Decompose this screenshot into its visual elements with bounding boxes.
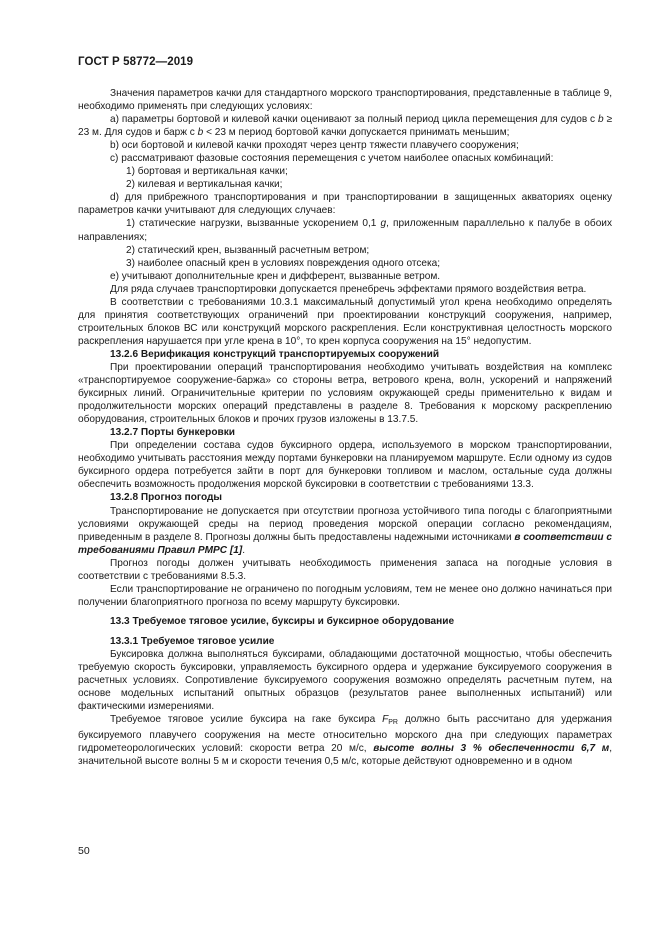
paragraph: Буксировка должна выполняться буксирами, обладающими достаточной мощностью, чтобы обеспечить требуемую скорость буксировки, управляемость буксирного ордера и удержание буксируемого сооружения в расчетных условиях. Сопротивление буксируемого сооружения возможно определять расчетным путем, на основе модельных испытаний опытных образцов (результатов ранее выполненных испытаний) или фактическими измерениями. bbox=[78, 648, 612, 713]
paragraph: При проектировании операций транспортирования необходимо учитывать воздействия на комплекс «транспортируемое сооружение-баржа» со стороны ветра, ветрового крена, волн, ускорений и напряжений буксирных линий. Ограничительные критерии по условиям окружающей среды применительно к видам и продолжительности морских операций представлены в разделе 8. Требования к морскому раскреплению оборудования, строительных блоков и прочих грузов изложены в 13.7.5. bbox=[78, 361, 612, 426]
section-heading-13-2-8: 13.2.8 Прогноз погоды bbox=[110, 492, 223, 504]
paragraph: Если транспортирование не ограничено по погодным условиям, тем не менее оно должно начинаться при получении благоприятного прогноза по всему маршруту буксировки. bbox=[78, 583, 612, 608]
paragraph: Значения параметров качки для стандартного морского транспортирования, представленные в таблице 9, необходимо применять при следующих условиях: bbox=[78, 88, 612, 113]
paragraph: Транспортирование не допускается при отсутствии прогноза устойчивого типа погоды с благоприятными условиями окружающей среды на период проведения морской операции согласно рекомендациям, приведенным в разделе 8. Прогнозы должны быть предоставлены надежными источниками в соответствии с требованиями Правил РМРС [1]. bbox=[78, 505, 612, 556]
list-item: d) для прибрежного транспортирования и при транспортировании в защищенных акваториях оценку параметров качки учитывают для следующих случаев: bbox=[78, 192, 612, 217]
section-heading-13-2-6: 13.2.6 Верификация конструкций транспортируемых сооружений bbox=[110, 348, 440, 360]
page-number: 50 bbox=[78, 845, 90, 857]
section-heading-13-3-1: 13.3.1 Требуемое тяговое усилие bbox=[110, 635, 275, 647]
section-heading-13-3: 13.3 Требуемое тяговое усилие, буксиры и буксирное оборудование bbox=[110, 615, 455, 627]
paragraph: Прогноз погоды должен учитывать необходимость применения запаса на погодные условия в соответствии с требованиями 8.5.3. bbox=[78, 557, 612, 582]
document-header: ГОСТ Р 58772—2019 bbox=[78, 56, 194, 68]
page-content bbox=[78, 87, 612, 768]
sub-list-item: 2) статический крен, вызванный расчетным ветром; bbox=[126, 244, 370, 256]
sub-list-item: 1) бортовая и вертикальная качки; bbox=[126, 166, 288, 178]
list-item: а) параметры бортовой и килевой качки оценивают за полный период цикла перемещения для судов с b ≥ 23 м. Для судов и барж с b < 23 м период бортовой качки допускается принимать меньшим; bbox=[78, 114, 612, 139]
list-item: е) учитывают дополнительные крен и дифферент, вызванные ветром. bbox=[110, 270, 441, 282]
list-item: b) оси бортовой и килевой качки проходят через центр тяжести плавучего сооружения; bbox=[110, 140, 519, 152]
paragraph: При определении состава судов буксирного ордера, используемого в морском транспортировании, необходимо учитывать расстояния между портами бункеровки на планируемом маршруте. Если одному из судов буксирного ордера потребуется зайти в порт для бункеровки топливом и маслом, остальные суда должны обеспечить возможность продолжения морской буксировки в соответствии с требованиями 13.3. bbox=[78, 440, 612, 491]
sub-list-item: 1) статические нагрузки, вызванные ускорением 0,1 g, приложенным параллельно к палубе в обоих направлениях; bbox=[78, 218, 612, 243]
sub-list-item: 3) наиболее опасный крен в условиях повреждения одного отсека; bbox=[126, 257, 441, 269]
paragraph: Для ряда случаев транспортировки допускается пренебречь эффектами прямого воздействия ветра. bbox=[110, 283, 587, 295]
paragraph: Требуемое тяговое усилие буксира на гаке буксира $F_{PR}$ должно быть рассчитано для удержания буксируемого плавучего сооружения на месте относительно морского дна при следующих параметрах гидрометеорологических условий: скорости ветра 20 м/с, высоте волны 3 % обеспеченности 6,7 м, значительной высоте волны 5 м и скорости течения 0,5 м/с, которые действуют одновременно и в одном bbox=[78, 714, 612, 768]
section-heading-13-2-7: 13.2.7 Порты бункеровки bbox=[110, 427, 235, 439]
list-item: с) рассматривают фазовые состояния перемещения с учетом наиболее опасных комбинаций: bbox=[110, 153, 554, 165]
paragraph: В соответствии с требованиями 10.3.1 максимальный допустимый угол крена необходимо определять для принятия соответствующих ограничений при проектировании конструкций сооружения, например, строительных блоков ВС или конструкций морского раскрепления. Если конструктивная целостность морского раскрепления нарушается при угле крена в 10°, то крен корпуса сооружения на 15° недопустим. bbox=[78, 296, 612, 347]
sub-list-item: 2) килевая и вертикальная качки; bbox=[126, 179, 283, 191]
